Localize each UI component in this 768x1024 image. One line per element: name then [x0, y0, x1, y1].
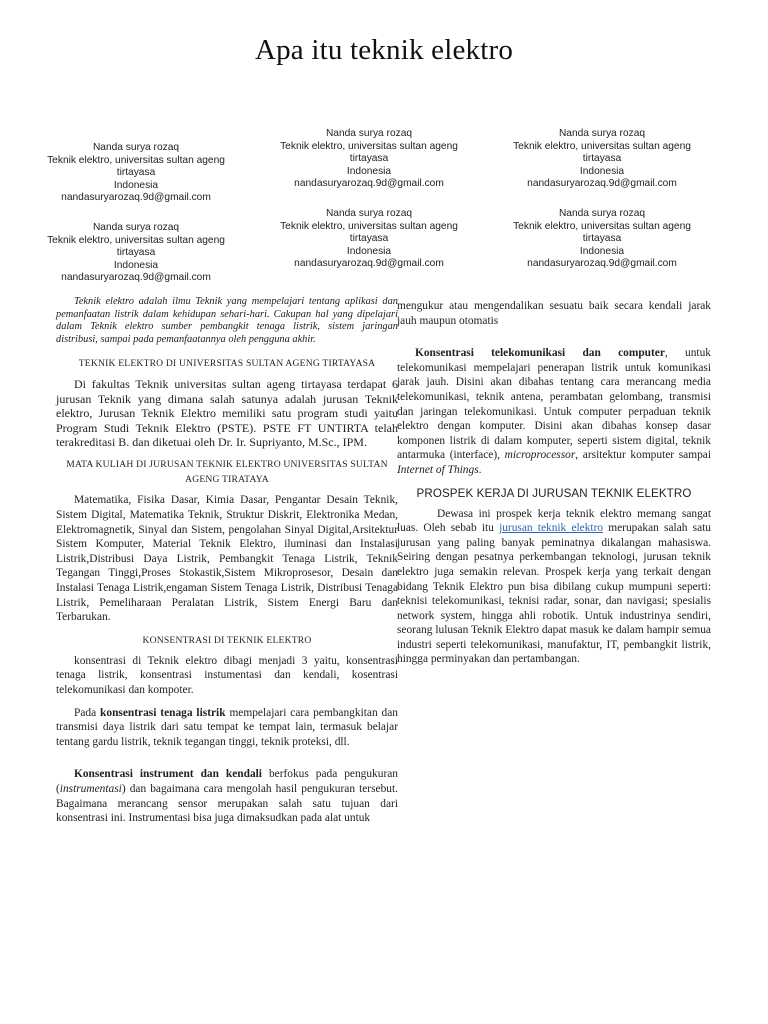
author-affiliation: Teknik elektro, universitas sultan ageng [280, 220, 458, 232]
author-email: nandasuryarozaq.9d@gmail.com [527, 258, 677, 270]
text-run: ) dan bagaimana cara mengolah hasil pengukuran tersebut. Bagaimana merancang sensor merupakan salah satu tujuan dari konsentrasi ini. Instrumentasi bisa juga dimaksudkan pada alat untuk [56, 782, 398, 825]
author-card [269, 128, 469, 191]
bold-term: konsentrasi tenaga listrik [100, 706, 226, 719]
author-affiliation: Teknik elektro, universitas sultan ageng [513, 220, 691, 232]
author-email: nandasuryarozaq.9d@gmail.com [294, 178, 444, 190]
author-email: nandasuryarozaq.9d@gmail.com [294, 258, 444, 270]
author-affiliation-cont: tirtayasa [116, 167, 156, 179]
author-country: Indonesia [346, 165, 392, 177]
abstract: Teknik elektro adalah ilmu Teknik yang mempelajari tentang aplikasi dan pemanfaatan listrik dalam kehidupan sehari-hari. Cakupan hal yang dipelajari dalam Teknik elektro sumber pembangkit tenaga listrik, sistem jaringan distribusi, sampai pada pemanfaatannya oleh pengguna akhir. [56, 296, 398, 345]
bold-term: Konsentrasi instrument dan kendali [74, 768, 262, 781]
author-affiliation-cont: tirtayasa [116, 247, 156, 259]
italic-term: instrumentasi [59, 782, 122, 795]
text-run: . [478, 463, 482, 476]
section-heading-teknik-elektro-untirta: TEKNIK ELEKTRO DI UNIVERSITAS SULTAN AGENG TIRTAYASA [78, 358, 376, 370]
konsentrasi-instrument [56, 767, 398, 825]
spacer [56, 757, 398, 767]
text-run: , arsitektur komputer sampai [575, 449, 711, 462]
text-run: mempelajari cara pembangkitan dan transmisi daya listrik dari satu tempat ke tempat lain, termasuk belajar tentang gardu listrik, teknik tegangan tinggi, teknik proteksi, dll. [56, 706, 398, 748]
author-name: Nanda surya rozaq [558, 208, 646, 219]
konsentrasi-intro: konsentrasi di Teknik elektro dibagi menjadi 3 yaitu, konsentrasi tenaga listrik, konsentrasi instumentasi dan kendali, kosentrasi telekomunikasi dan kompoter. [56, 654, 398, 696]
author-country: Indonesia [346, 245, 392, 257]
author-affiliation: Teknik elektro, universitas sultan ageng [280, 140, 458, 152]
paper-title: Apa itu teknik elektro [254, 34, 514, 66]
author-name: Nanda surya rozaq [325, 128, 413, 139]
author-card [502, 128, 702, 191]
author-country: Indonesia [113, 179, 159, 191]
author-name: Nanda surya rozaq [92, 142, 180, 153]
author-affiliation: Teknik elektro, universitas sultan ageng [47, 234, 225, 246]
author-affiliation-cont: tirtayasa [582, 233, 622, 245]
text-run: Dewasa ini prospek kerja teknik elektro memang sangat luas. Oleh sebab itu [397, 507, 711, 535]
author-country: Indonesia [113, 259, 159, 271]
section-heading-konsentrasi: KONSENTRASI DI TEKNIK ELEKTRO [142, 634, 312, 646]
author-card [269, 208, 469, 271]
bold-term: Konsentrasi telekomunikasi dan computer [415, 347, 665, 360]
spacer [397, 336, 711, 346]
konsentrasi-telekomunikasi [397, 346, 711, 477]
author-card [502, 208, 702, 271]
author-name: Nanda surya rozaq [92, 222, 180, 233]
text-run: , untuk telekomunikasi mempelajari penerapan listrik untuk komunikasi jarak jauh. Disini akan dibahas tentang cara merancang media telekomunikasi, teknik antena, perambatan gelombang, transmisi dan jaringan telekomunikasi. Untuk computer perpaduan teknik elektro dengan komputer. Disini akan dibahas konsep dasar komponen listrik di dalam komputer, seperti sistem digital, teknik antarmuka (interface), [397, 347, 711, 462]
author-country: Indonesia [579, 245, 625, 257]
text-run: merupakan salah satu jurusan yang paling banyak peminatnya dikalangan mahasiswa. Seiring dengan pesatnya perkembangan teknologi, jurusan teknik elektro juga semakin relevan. Prospek kerja yang terkait dengan bidang Teknik Elektro pun bisa dibilang cukup mumpuni seperti: teknisi telekomunikasi, teknisi radar, sonar, dan navigasi; spesialis network system, hingga ahli robotik. Untuk industrinya sendiri, seorang lulusan Teknik Elektro dapat masuk ke dalam hampir semua industri seperti telekomunikasi, manufaktur, IT, pembangkit listrik, hingga perminyakan dan pertambangan. [397, 522, 711, 666]
konsentrasi-tenaga-listrik [56, 706, 398, 750]
author-country: Indonesia [579, 165, 625, 177]
section-heading-mata-kuliah: MATA KULIAH DI JURUSAN TEKNIK ELEKTRO UNIVERSITAS SULTAN AGENG TIRATAYA [66, 459, 388, 486]
section-heading-prospek-kerja: PROSPEK KERJA DI JURUSAN TEKNIK ELEKTRO [416, 486, 692, 500]
author-card [36, 142, 236, 205]
section-body-prospek-kerja [397, 507, 711, 668]
author-name: Nanda surya rozaq [558, 128, 646, 139]
author-card [36, 222, 236, 285]
author-email: nandasuryarozaq.9d@gmail.com [527, 178, 677, 190]
author-affiliation-cont: tirtayasa [349, 153, 389, 165]
author-affiliation-cont: tirtayasa [582, 153, 622, 165]
italic-term: Internet of Things [397, 463, 479, 476]
text-run: berfokus pada pengukuran ( [56, 768, 398, 795]
italic-term: microprocessor [504, 449, 576, 462]
section-body-teknik-elektro-untirta: Di fakultas Teknik universitas sultan ageng tirtayasa terdapat 6 jurusan Teknik yang dimana salah satunya adalah jurusan Teknik elektro, Jurusan Teknik Elektro memiliki satu program studi yaitu Program Studi Teknik Elektro (PSTE). PSTE FT UNTIRTA telah terakreditasi B. dan diketuai oleh Dr. Ir. Supriyanto, M.Sc., IPM. [56, 377, 398, 449]
left-column [56, 296, 398, 834]
author-affiliation-cont: tirtayasa [349, 233, 389, 245]
konsentrasi-instrument-cont: mengukur atau mengendalikan sesuatu baik secara kendali jarak jauh maupun otomatis [397, 300, 711, 327]
section-body-mata-kuliah: Matematika, Fisika Dasar, Kimia Dasar, Pengantar Desain Teknik, Sistem Digital, Matematika Teknik, Struktur Diskrit, Elektronika Medan, Elektromagnetik, Sinyal dan Sistem, pengolahan Sinyal Digital,Arsitektur Sistem Komputer, Material Teknik Elektro, iluminasi dan Instalasi Listrik,Distribusi Daya Listrik, Pembangkit Tenaga Listrik, Teknik Tegangan Tinggi,Proses Stokastik,Sistem Mikroprosesor, Desain dan Instalasi Tenaga Listrik,engaman Sistem Tenaga Listrik, Distribusi Tenaga Listrik, Pemeliharaan Peralatan Listrik, Sistem Energi Baru dan Terbarukan. [56, 494, 398, 624]
author-name: Nanda surya rozaq [325, 208, 413, 219]
author-email: nandasuryarozaq.9d@gmail.com [61, 272, 211, 284]
jurusan-teknik-elektro-link[interactable]: jurusan teknik elektro [499, 522, 604, 535]
right-column [397, 299, 711, 675]
author-affiliation: Teknik elektro, universitas sultan ageng [47, 154, 225, 166]
author-email: nandasuryarozaq.9d@gmail.com [61, 192, 211, 204]
author-affiliation: Teknik elektro, universitas sultan ageng [513, 140, 691, 152]
text-run: Pada [74, 706, 101, 719]
